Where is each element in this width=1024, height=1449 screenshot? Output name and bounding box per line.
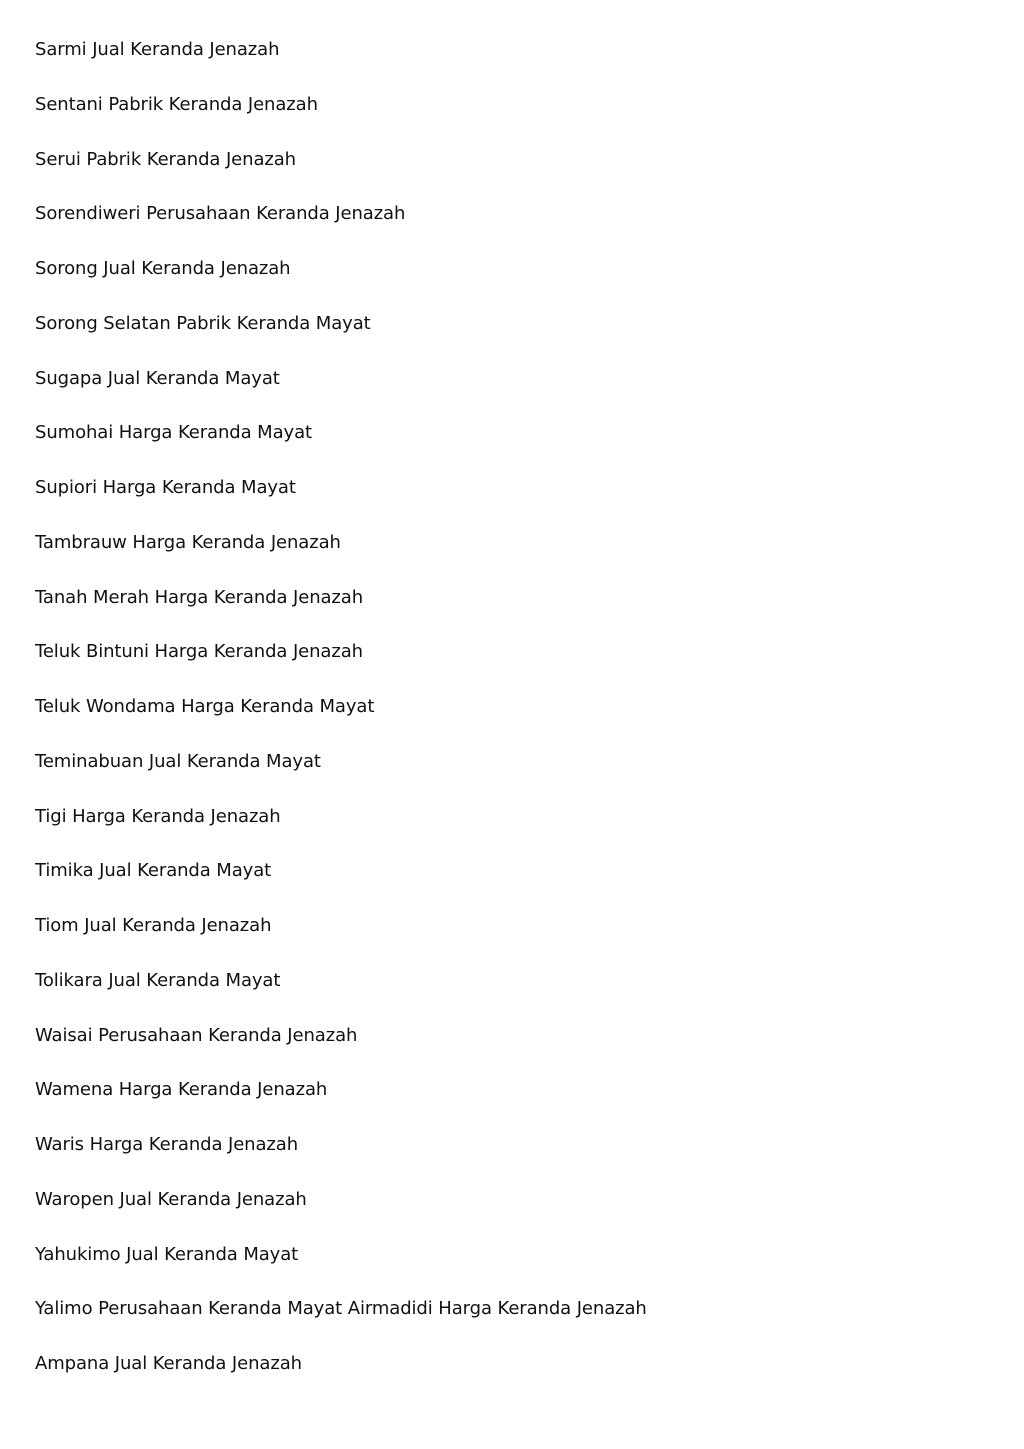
text-line-list — [35, 36, 647, 1405]
text-line: Timika Jual Keranda Mayat — [35, 860, 272, 882]
text-line: Tambrauw Harga Keranda Jenazah — [35, 531, 341, 553]
text-line: Tanah Merah Harga Keranda Jenazah — [35, 586, 364, 608]
text-line: Sorong Selatan Pabrik Keranda Mayat — [35, 312, 371, 334]
text-line: Teluk Bintuni Harga Keranda Jenazah — [35, 641, 363, 663]
text-line: Sugapa Jual Keranda Mayat — [35, 367, 280, 389]
text-line: Tolikara Jual Keranda Mayat — [35, 969, 281, 991]
text-line: Sentani Pabrik Keranda Jenazah — [35, 93, 318, 115]
text-line: Teluk Wondama Harga Keranda Mayat — [35, 696, 375, 717]
text-line: Sorendiweri Perusahaan Keranda Jenazah — [35, 203, 406, 225]
text-line: Tigi Harga Keranda Jenazah — [35, 805, 281, 827]
text-line: Waisai Perusahaan Keranda Jenazah — [35, 1024, 358, 1046]
text-line: Yahukimo Jual Keranda Mayat — [35, 1243, 299, 1265]
text-line: Supiori Harga Keranda Mayat — [35, 477, 296, 498]
text-line: Sumohai Harga Keranda Mayat — [35, 422, 312, 444]
text-line: Sorong Jual Keranda Jenazah — [35, 258, 291, 279]
text-line: Tiom Jual Keranda Jenazah — [35, 915, 272, 936]
text-line: Yalimo Perusahaan Keranda Mayat Airmadidi Harga Keranda Jenazah — [35, 1298, 647, 1320]
text-line: Sarmi Jual Keranda Jenazah — [35, 39, 280, 60]
text-line: Teminabuan Jual Keranda Mayat — [35, 750, 321, 772]
text-line: Ampana Jual Keranda Jenazah — [35, 1353, 302, 1374]
text-line: Waris Harga Keranda Jenazah — [35, 1134, 299, 1155]
text-line: Waropen Jual Keranda Jenazah — [35, 1188, 307, 1210]
text-line: Wamena Harga Keranda Jenazah — [35, 1079, 328, 1101]
text-line: Serui Pabrik Keranda Jenazah — [35, 148, 296, 170]
